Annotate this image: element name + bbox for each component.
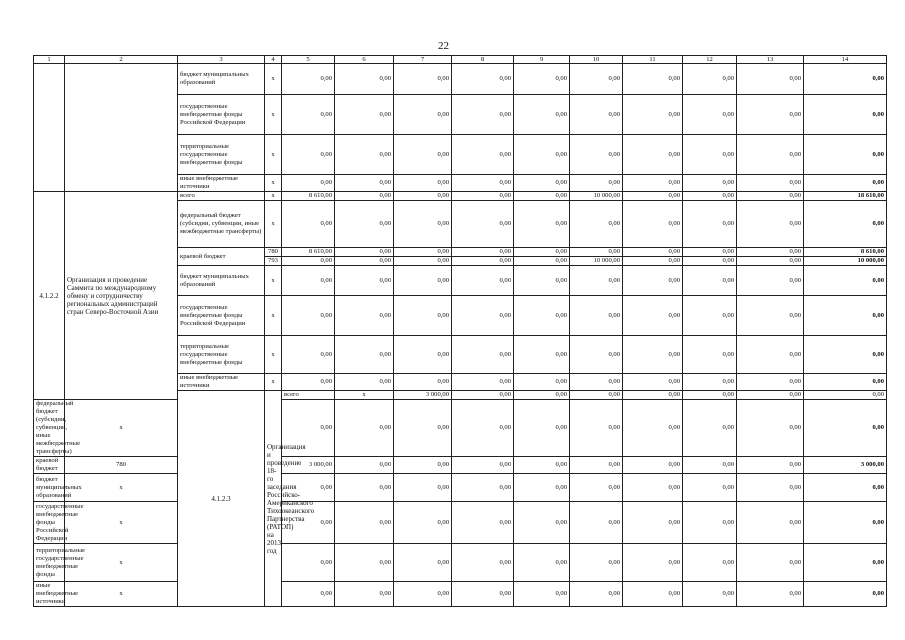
value-cell: 0,00 — [514, 544, 570, 582]
value-cell: 0,00 — [804, 544, 887, 582]
value-cell: 0,00 — [683, 544, 737, 582]
x-cell: х — [65, 544, 178, 582]
value-cell: 0,00 — [683, 135, 737, 175]
table-row — [34, 544, 887, 582]
value-cell: 0,00 — [683, 457, 737, 474]
value-cell: 0,00 — [452, 266, 514, 296]
value-cell: 0,00 — [570, 201, 623, 248]
source-label: территориальные государственные внебюджетные фонды — [178, 336, 265, 374]
value-cell: 0,00 — [804, 391, 887, 400]
value-cell: 0,00 — [623, 502, 683, 544]
value-cell: 8 610,00 — [282, 192, 335, 201]
source-label: территориальные государственные внебюджетные фонды — [178, 135, 265, 175]
value-cell: 0,00 — [570, 474, 623, 502]
value-cell: 0,00 — [282, 336, 335, 374]
value-cell: 0,00 — [335, 544, 394, 582]
value-cell: 10 000,00 — [570, 257, 623, 266]
value-cell: 0,00 — [737, 296, 804, 336]
value-cell: 0,00 — [737, 474, 804, 502]
value-cell: 0,00 — [335, 201, 394, 248]
value-cell: 0,00 — [623, 95, 683, 135]
value-cell: 0,00 — [394, 64, 452, 95]
value-cell: 0,00 — [394, 135, 452, 175]
x-cell: х — [265, 296, 282, 336]
value-cell: 0,00 — [683, 266, 737, 296]
col-header: 10 — [570, 56, 623, 64]
x-cell: х — [65, 582, 178, 607]
value-cell: 0,00 — [514, 336, 570, 374]
value-cell: 0,00 — [623, 457, 683, 474]
value-cell: 0,00 — [394, 95, 452, 135]
value-cell: 0,00 — [394, 201, 452, 248]
value-cell: 0,00 — [623, 192, 683, 201]
value-cell: 0,00 — [335, 400, 394, 457]
value-cell: 0,00 — [804, 296, 887, 336]
value-cell: 0,00 — [394, 400, 452, 457]
col-header: 4 — [265, 56, 282, 64]
value-cell: 0,00 — [514, 257, 570, 266]
source-label: территориальные государственные внебюджетные фонды — [34, 544, 65, 582]
col-header: 5 — [282, 56, 335, 64]
value-cell: 0,00 — [282, 64, 335, 95]
value-cell: 0,00 — [394, 266, 452, 296]
value-cell: 0,00 — [514, 391, 570, 400]
x-cell: х — [265, 192, 282, 201]
table-row — [34, 502, 887, 544]
value-cell: 0,00 — [737, 64, 804, 95]
value-cell: 0,00 — [683, 502, 737, 544]
value-cell: 0,00 — [570, 266, 623, 296]
value-cell: 0,00 — [335, 502, 394, 544]
value-cell: 0,00 — [683, 201, 737, 248]
x-cell: х — [265, 95, 282, 135]
value-cell: 0,00 — [683, 64, 737, 95]
value-cell: 0,00 — [570, 95, 623, 135]
value-cell: 0,00 — [452, 248, 514, 257]
value-cell: 0,00 — [452, 135, 514, 175]
source-label: федеральный бюджет (субсидии, субвенции, иные межбюджетные трансферты) — [178, 201, 265, 248]
source-label: всего — [282, 391, 335, 400]
value-cell: 0,00 — [514, 248, 570, 257]
value-cell: 0,00 — [737, 135, 804, 175]
value-cell: 0,00 — [514, 296, 570, 336]
value-cell: 10 000,00 — [804, 257, 887, 266]
value-cell: 0,00 — [623, 135, 683, 175]
value-cell: 0,00 — [452, 175, 514, 192]
table-row — [34, 400, 887, 457]
x-cell: х — [265, 64, 282, 95]
value-cell: 0,00 — [737, 175, 804, 192]
value-cell: 0,00 — [282, 582, 335, 607]
value-cell: 0,00 — [394, 296, 452, 336]
value-cell: 0,00 — [683, 248, 737, 257]
source-label: краевой бюджет — [34, 457, 65, 474]
value-cell: 0,00 — [804, 135, 887, 175]
value-cell: 0,00 — [737, 192, 804, 201]
value-cell: 0,00 — [737, 582, 804, 607]
value-cell: 0,00 — [737, 502, 804, 544]
value-cell: 0,00 — [804, 336, 887, 374]
col-header: 7 — [394, 56, 452, 64]
item-name: Организация и проведение 18-го заседания Российско-Американского Тихоокеанского Партнерства (РАТОП) на 2013 год — [265, 391, 282, 607]
value-cell: 0,00 — [452, 457, 514, 474]
source-label: государственные внебюджетные фонды Российской Федерации — [178, 296, 265, 336]
value-cell: 0,00 — [282, 400, 335, 457]
source-label: всего — [178, 192, 265, 201]
value-cell: 0,00 — [623, 64, 683, 95]
value-cell: 0,00 — [335, 257, 394, 266]
value-cell: 8 610,00 — [282, 248, 335, 257]
source-label: государственные внебюджетные фонды Российской Федерации — [178, 95, 265, 135]
value-cell: 0,00 — [452, 201, 514, 248]
value-cell: 10 000,00 — [570, 192, 623, 201]
value-cell: 0,00 — [394, 248, 452, 257]
value-cell: 0,00 — [282, 257, 335, 266]
value-cell: 0,00 — [737, 391, 804, 400]
value-cell: 0,00 — [282, 502, 335, 544]
source-label: иные внебюджетные источники — [178, 175, 265, 192]
item-code: 4.1.2.3 — [178, 391, 265, 607]
value-cell: 0,00 — [335, 296, 394, 336]
value-cell: 0,00 — [570, 336, 623, 374]
value-cell: 0,00 — [737, 336, 804, 374]
value-cell: 0,00 — [737, 257, 804, 266]
value-cell: 3 000,00 — [282, 457, 335, 474]
value-cell: 0,00 — [452, 582, 514, 607]
value-cell: 0,00 — [282, 95, 335, 135]
value-cell: 0,00 — [570, 457, 623, 474]
value-cell: 0,00 — [452, 64, 514, 95]
item-name: Организация и проведение Саммита по международному обмену и сотрудничеству региональных администраций стран Северо-Восточной Азии — [65, 192, 178, 400]
source-label: бюджет муниципальных образований — [178, 64, 265, 95]
value-cell: 0,00 — [683, 391, 737, 400]
table-row — [34, 64, 887, 95]
value-cell: 0,00 — [570, 391, 623, 400]
value-cell: 0,00 — [514, 400, 570, 457]
value-cell: 0,00 — [570, 296, 623, 336]
col-header: 13 — [737, 56, 804, 64]
x-cell: х — [265, 201, 282, 248]
value-cell: 0,00 — [282, 175, 335, 192]
source-label: иные внебюджетные источники — [178, 374, 265, 391]
value-cell: 0,00 — [737, 95, 804, 135]
value-cell: 0,00 — [452, 400, 514, 457]
value-cell: 0,00 — [452, 391, 514, 400]
value-cell: 0,00 — [394, 175, 452, 192]
value-cell: 0,00 — [623, 266, 683, 296]
value-cell: 0,00 — [804, 400, 887, 457]
value-cell: 0,00 — [570, 544, 623, 582]
value-cell: 0,00 — [514, 64, 570, 95]
value-cell: 0,00 — [683, 474, 737, 502]
value-cell: 0,00 — [623, 400, 683, 457]
budget-table — [33, 55, 887, 607]
value-cell: 0,00 — [570, 64, 623, 95]
value-cell: 0,00 — [683, 95, 737, 135]
value-cell: 0,00 — [737, 374, 804, 391]
value-cell: 18 610,00 — [804, 192, 887, 201]
value-cell: 0,00 — [394, 374, 452, 391]
col-header: 11 — [623, 56, 683, 64]
x-cell: х — [65, 400, 178, 457]
value-cell: 3 000,00 — [804, 457, 887, 474]
table-row — [34, 582, 887, 607]
value-cell: 3 000,00 — [394, 391, 452, 400]
x-cell: х — [265, 266, 282, 296]
value-cell: 0,00 — [452, 296, 514, 336]
value-cell: 0,00 — [452, 336, 514, 374]
value-cell: 0,00 — [394, 582, 452, 607]
value-cell: 0,00 — [514, 201, 570, 248]
value-cell: 0,00 — [282, 296, 335, 336]
code-cell — [34, 64, 65, 192]
page-number: 22 — [438, 40, 449, 52]
value-cell: 0,00 — [394, 336, 452, 374]
value-cell: 0,00 — [394, 457, 452, 474]
value-cell: 0,00 — [335, 95, 394, 135]
value-cell: 0,00 — [683, 296, 737, 336]
value-cell: 8 610,00 — [804, 248, 887, 257]
col-header: 1 — [34, 56, 65, 64]
col-header: 3 — [178, 56, 265, 64]
value-cell: 0,00 — [683, 257, 737, 266]
value-cell: 0,00 — [737, 266, 804, 296]
source-label: государственные внебюджетные фонды Российской Федерации — [34, 502, 65, 544]
value-cell: 0,00 — [514, 582, 570, 607]
value-cell: 0,00 — [335, 582, 394, 607]
value-cell: 0,00 — [683, 582, 737, 607]
value-cell: 0,00 — [804, 201, 887, 248]
value-cell: 0,00 — [452, 502, 514, 544]
item-code: 4.1.2.2 — [34, 192, 65, 400]
value-cell: 0,00 — [623, 336, 683, 374]
value-cell: 0,00 — [282, 374, 335, 391]
source-label: иные внебюджетные источники — [34, 582, 65, 607]
value-cell: 0,00 — [514, 175, 570, 192]
value-cell: 0,00 — [335, 457, 394, 474]
col-header: 2 — [65, 56, 178, 64]
value-cell: 0,00 — [570, 175, 623, 192]
value-cell: 0,00 — [737, 457, 804, 474]
x-cell: х — [65, 474, 178, 502]
value-cell: 0,00 — [335, 175, 394, 192]
value-cell: 0,00 — [335, 192, 394, 201]
value-cell: 0,00 — [683, 400, 737, 457]
value-cell: 0,00 — [514, 135, 570, 175]
source-label: бюджет муниципальных образований — [178, 266, 265, 296]
source-label: федеральный бюджет (субсидии, субвенции, иные межбюджетные трансферты) — [34, 400, 65, 457]
value-cell: 0,00 — [804, 95, 887, 135]
kvr-cell: 793 — [265, 257, 282, 266]
x-cell: х — [65, 502, 178, 544]
value-cell: 0,00 — [282, 201, 335, 248]
value-cell: 0,00 — [804, 474, 887, 502]
value-cell: 0,00 — [623, 474, 683, 502]
value-cell: 0,00 — [683, 192, 737, 201]
value-cell: 0,00 — [737, 400, 804, 457]
value-cell: 0,00 — [623, 296, 683, 336]
value-cell: 0,00 — [570, 248, 623, 257]
x-cell: х — [335, 391, 394, 400]
value-cell: 0,00 — [394, 502, 452, 544]
value-cell: 0,00 — [452, 192, 514, 201]
value-cell: 0,00 — [452, 374, 514, 391]
value-cell: 0,00 — [683, 336, 737, 374]
value-cell: 0,00 — [282, 266, 335, 296]
value-cell: 0,00 — [623, 582, 683, 607]
value-cell: 0,00 — [514, 502, 570, 544]
source-label: краевой бюджет — [178, 248, 265, 266]
value-cell: 0,00 — [623, 544, 683, 582]
value-cell: 0,00 — [282, 474, 335, 502]
value-cell: 0,00 — [623, 201, 683, 248]
value-cell: 0,00 — [623, 248, 683, 257]
value-cell: 0,00 — [623, 175, 683, 192]
kvr-cell: 780 — [65, 457, 178, 474]
value-cell: 0,00 — [623, 257, 683, 266]
value-cell: 0,00 — [452, 544, 514, 582]
value-cell: 0,00 — [335, 135, 394, 175]
value-cell: 0,00 — [335, 374, 394, 391]
value-cell: 0,00 — [514, 192, 570, 201]
source-label: бюджет муниципальных образований — [34, 474, 65, 502]
value-cell: 0,00 — [804, 175, 887, 192]
value-cell: 0,00 — [570, 400, 623, 457]
value-cell: 0,00 — [514, 95, 570, 135]
value-cell: 0,00 — [737, 201, 804, 248]
value-cell: 0,00 — [804, 266, 887, 296]
value-cell: 0,00 — [737, 544, 804, 582]
value-cell: 0,00 — [514, 266, 570, 296]
col-header: 8 — [452, 56, 514, 64]
x-cell: х — [265, 336, 282, 374]
value-cell: 0,00 — [623, 391, 683, 400]
header-row — [34, 56, 887, 64]
table-row — [34, 457, 887, 474]
value-cell: 0,00 — [335, 336, 394, 374]
value-cell: 0,00 — [570, 374, 623, 391]
col-header: 9 — [514, 56, 570, 64]
value-cell: 0,00 — [514, 374, 570, 391]
value-cell: 0,00 — [452, 474, 514, 502]
table-row — [34, 474, 887, 502]
x-cell: х — [265, 374, 282, 391]
value-cell: 0,00 — [623, 374, 683, 391]
value-cell: 0,00 — [394, 544, 452, 582]
value-cell: 0,00 — [804, 582, 887, 607]
x-cell: х — [265, 175, 282, 192]
value-cell: 0,00 — [394, 192, 452, 201]
value-cell: 0,00 — [737, 248, 804, 257]
kvr-cell: 780 — [265, 248, 282, 257]
col-header: 6 — [335, 56, 394, 64]
value-cell: 0,00 — [335, 248, 394, 257]
x-cell: х — [265, 135, 282, 175]
value-cell: 0,00 — [282, 544, 335, 582]
col-header: 12 — [683, 56, 737, 64]
table-row — [34, 192, 887, 201]
value-cell: 0,00 — [335, 266, 394, 296]
value-cell: 0,00 — [514, 474, 570, 502]
value-cell: 0,00 — [570, 502, 623, 544]
value-cell: 0,00 — [335, 474, 394, 502]
value-cell: 0,00 — [394, 474, 452, 502]
value-cell: 0,00 — [570, 582, 623, 607]
value-cell: 0,00 — [804, 374, 887, 391]
value-cell: 0,00 — [394, 257, 452, 266]
value-cell: 0,00 — [804, 502, 887, 544]
value-cell: 0,00 — [570, 135, 623, 175]
value-cell: 0,00 — [452, 257, 514, 266]
value-cell: 0,00 — [452, 95, 514, 135]
value-cell: 0,00 — [804, 64, 887, 95]
value-cell: 0,00 — [282, 135, 335, 175]
col-header: 14 — [804, 56, 887, 64]
name-cell — [65, 64, 178, 192]
value-cell: 0,00 — [683, 175, 737, 192]
value-cell: 0,00 — [335, 64, 394, 95]
value-cell: 0,00 — [514, 457, 570, 474]
value-cell: 0,00 — [683, 374, 737, 391]
